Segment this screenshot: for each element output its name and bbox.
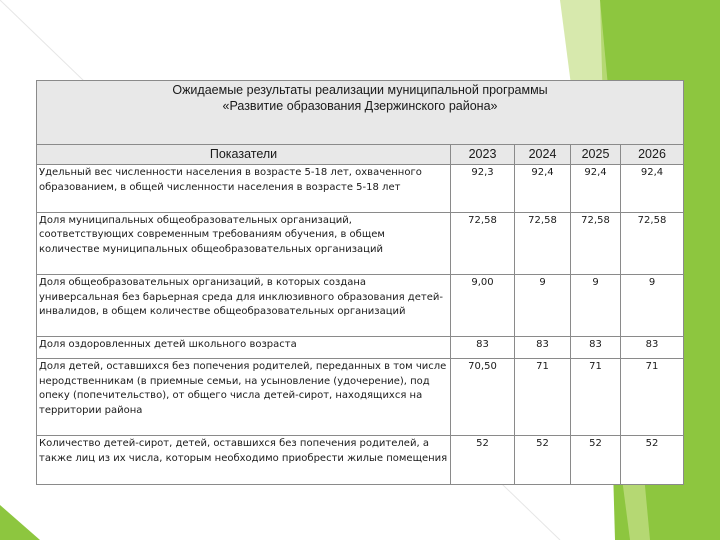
- row-value-2026: 9: [621, 275, 684, 337]
- row-value-2024: 92,4: [515, 165, 571, 212]
- row-value-2023: 52: [451, 436, 515, 485]
- row-value-2023: 72,58: [451, 212, 515, 274]
- row-value-2024: 9: [515, 275, 571, 337]
- table-header-row: [37, 145, 684, 165]
- table-row: [37, 359, 684, 436]
- row-value-2023: 83: [451, 337, 515, 359]
- row-value-2023: 70,50: [451, 359, 515, 436]
- results-table-container: [36, 80, 683, 485]
- header-indicator: Показатели: [37, 145, 451, 165]
- header-year-2025: 2025: [571, 145, 621, 165]
- row-value-2023: 92,3: [451, 165, 515, 212]
- row-value-2025: 92,4: [571, 165, 621, 212]
- row-value-2023: 9,00: [451, 275, 515, 337]
- row-value-2025: 71: [571, 359, 621, 436]
- row-indicator: Доля детей, оставшихся без попечения родителей, переданных в том числе неродственникам (в приемные семьи, на усыновление (удочерение), под опеку (попечительство), от общего числа детей-сирот, находящихся на территории района: [37, 359, 451, 436]
- table-title-row: [37, 81, 684, 145]
- row-value-2025: 52: [571, 436, 621, 485]
- row-value-2026: 52: [621, 436, 684, 485]
- header-year-2023: 2023: [451, 145, 515, 165]
- row-value-2024: 71: [515, 359, 571, 436]
- row-value-2026: 71: [621, 359, 684, 436]
- table-row: [37, 212, 684, 274]
- table-row: [37, 165, 684, 212]
- row-value-2024: 52: [515, 436, 571, 485]
- row-indicator: Доля общеобразовательных организаций, в которых создана универсальная без барьерная среда для инклюзивного образования детей-инвалидов, в общем количестве общеобразовательных организаций: [37, 275, 451, 337]
- row-indicator: Доля муниципальных общеобразовательных организаций, соответствующих современным требованиям обучения, в общем количестве муниципальных общеобразовательных организаций: [37, 212, 451, 274]
- header-year-2026: 2026: [621, 145, 684, 165]
- row-value-2026: 72,58: [621, 212, 684, 274]
- row-value-2025: 72,58: [571, 212, 621, 274]
- row-indicator: Удельный вес численности населения в возрасте 5-18 лет, охваченного образованием, в общей численности населения в возрасте 5-18 лет: [37, 165, 451, 212]
- results-table: [36, 80, 684, 485]
- row-value-2024: 83: [515, 337, 571, 359]
- row-indicator: Количество детей-сирот, детей, оставшихся без попечения родителей, а также лиц из их числа, которым необходимо приобрести жилые помещения: [37, 436, 451, 485]
- table-title-line-1: Ожидаемые результаты реализации муниципальной программы: [172, 83, 548, 97]
- table-row: [37, 337, 684, 359]
- row-value-2024: 72,58: [515, 212, 571, 274]
- green-accent-shape-bottom-left: [0, 505, 40, 540]
- row-value-2026: 83: [621, 337, 684, 359]
- table-title: [37, 81, 684, 145]
- table-title-line-2: «Развитие образования Дзержинского района»: [222, 99, 498, 113]
- row-indicator: Доля оздоровленных детей школьного возраста: [37, 337, 451, 359]
- row-value-2025: 83: [571, 337, 621, 359]
- table-row: [37, 275, 684, 337]
- row-value-2025: 9: [571, 275, 621, 337]
- header-year-2024: 2024: [515, 145, 571, 165]
- table-row: [37, 436, 684, 485]
- row-value-2026: 92,4: [621, 165, 684, 212]
